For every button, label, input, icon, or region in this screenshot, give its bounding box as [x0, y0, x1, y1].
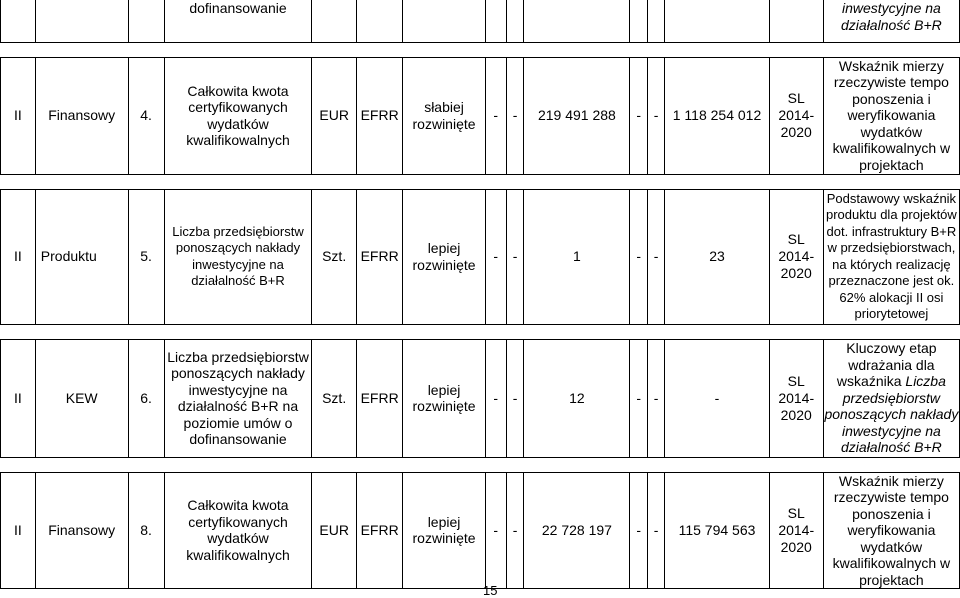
table-row	[1, 57, 960, 174]
fund-cell: EFRR	[356, 472, 403, 589]
value-cell: -	[647, 189, 664, 324]
number-cell: 5.	[128, 189, 164, 324]
unit-cell: EUR	[312, 57, 356, 174]
milestone-cell: 22 728 197	[524, 472, 630, 589]
axis-cell: II	[1, 339, 36, 457]
comment-cell: Kluczowy etap wdrażania dla wskaźnika Liczba przedsiębiorstw ponoszących nakłady inwestycyjne na działalność B+R	[824, 340, 959, 456]
table-row	[1, 339, 960, 457]
value-cell: -	[630, 339, 647, 457]
unit-cell: Szt.	[312, 189, 356, 324]
target-cell: 23	[665, 189, 769, 324]
type-cell: Finansowy	[35, 472, 128, 589]
target-cell: 1 118 254 012	[665, 57, 769, 174]
region-cell: lepiej rozwinięte	[403, 189, 485, 324]
name-cell: Całkowita kwota certyfikowanych wydatków kwalifikowalnych	[164, 57, 312, 174]
source-cell: SL 2014- 2020	[769, 189, 823, 324]
region-cell: słabiej rozwinięte	[403, 57, 485, 174]
comment-cell: Wskaźnik mierzy rzeczywiste tempo ponoszenia i weryfikowania wydatków kwalifikowalnych w projektach	[823, 57, 959, 174]
number-cell: 8.	[128, 472, 164, 589]
table-row	[1, 472, 960, 589]
value-cell: -	[485, 57, 506, 174]
axis-cell: II	[1, 472, 36, 589]
comment-cell: Podstawowy wskaźnik produktu dla projektów dot. infrastruktury B+R w przedsiębiorstwach, na których realizację przeznaczone jest ok. 62% alokacji II osi priorytetowej	[823, 189, 959, 324]
region-cell: lepiej rozwinięte	[403, 339, 485, 457]
number-cell: 4.	[128, 57, 164, 174]
value-cell: -	[647, 472, 664, 589]
fund-cell: EFRR	[356, 339, 403, 457]
value-cell: -	[630, 189, 647, 324]
value-cell: -	[485, 189, 506, 324]
source-cell: SL 2014- 2020	[769, 339, 823, 457]
value-cell: -	[630, 472, 647, 589]
fund-cell: EFRR	[356, 189, 403, 324]
target-cell: -	[665, 339, 769, 457]
type-cell: KEW	[35, 339, 128, 457]
value-cell: -	[647, 57, 664, 174]
number-cell: 6.	[128, 339, 164, 457]
page-number: 15	[483, 583, 498, 598]
axis-cell: II	[1, 57, 36, 174]
region-cell: lepiej rozwinięte	[403, 472, 485, 589]
table-row	[1, 0, 960, 42]
fund-cell: EFRR	[356, 57, 403, 174]
value-cell: -	[506, 339, 523, 457]
name-cell: Liczba przedsiębiorstw ponoszących nakłady inwestycyjne na działalność B+R	[164, 189, 312, 324]
value-cell: -	[485, 472, 506, 589]
table-row	[1, 189, 960, 324]
milestone-cell: 12	[524, 339, 630, 457]
value-cell: -	[647, 339, 664, 457]
name-cell: dofinansowanie	[164, 0, 312, 42]
source-cell: SL 2014- 2020	[769, 472, 823, 589]
unit-cell: Szt.	[312, 339, 356, 457]
source-cell: SL 2014- 2020	[769, 57, 823, 174]
value-cell: -	[485, 339, 506, 457]
value-cell: -	[506, 57, 523, 174]
axis-cell: II	[1, 189, 36, 324]
value-cell: -	[506, 472, 523, 589]
type-cell: Produktu	[35, 189, 128, 324]
value-cell: -	[630, 57, 647, 174]
milestone-cell: 1	[524, 189, 630, 324]
value-cell: -	[506, 189, 523, 324]
name-cell: Liczba przedsiębiorstw ponoszących nakłady inwestycyjne na działalność B+R na poziomie umów o dofinansowanie	[164, 339, 312, 457]
target-cell: 115 794 563	[665, 472, 769, 589]
name-cell: Całkowita kwota certyfikowanych wydatków kwalifikowalnych	[164, 472, 312, 589]
comment-cell: inwestycyjne na działalność B+R	[823, 0, 959, 42]
milestone-cell: 219 491 288	[524, 57, 630, 174]
unit-cell: EUR	[312, 472, 356, 589]
type-cell: Finansowy	[35, 57, 128, 174]
comment-cell: Wskaźnik mierzy rzeczywiste tempo ponoszenia i weryfikowania wydatków kwalifikowalnych w projektach	[823, 472, 959, 589]
